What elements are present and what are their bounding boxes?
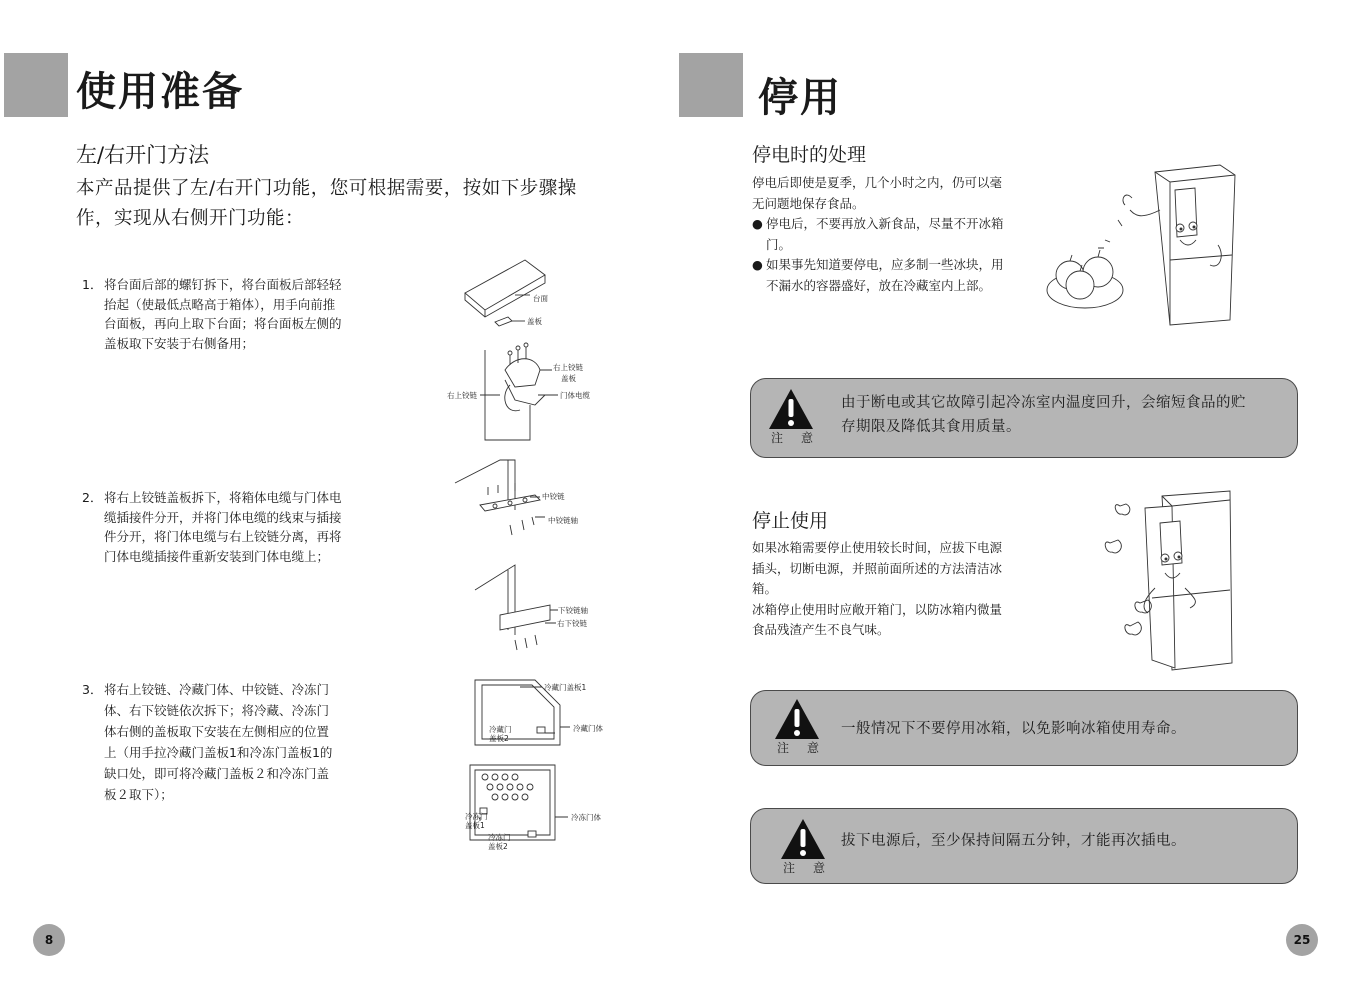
label-fridge-door-cover1: 冷藏门盖板1 (544, 683, 587, 692)
step-2-number: 2． (82, 490, 103, 505)
note-1-line: 由于断电或其它故障引起冷冻室内温度回升，会缩短食品的贮 (841, 395, 1246, 411)
freezer-door-diagram (465, 765, 601, 851)
left-page-number: 8 (33, 924, 65, 956)
label-freezer-door-body: 冷冻门体 (571, 813, 601, 822)
label-countertop: 台面 (533, 294, 548, 303)
door-intro-line-1: 本产品提供了左/右开门功能，您可根据需要，按如下步骤操 (76, 178, 577, 199)
step-2-line: 将右上铰链盖板拆下，将箱体电缆与门体电 (104, 490, 342, 505)
label-freezer-cover2-line1: 冷冻门 (488, 833, 511, 842)
label-freezer-cover2-line2: 盖板2 (488, 842, 508, 851)
right-header-block (679, 53, 743, 117)
lower-hinge-diagram (475, 565, 588, 650)
step-1-line: 抬起（使最低点略高于箱体），用手向前推 (104, 296, 336, 312)
warning-note-3 (750, 808, 1298, 884)
stop-use-line: 箱。 (752, 581, 778, 596)
warning-note-1 (750, 378, 1298, 458)
step-1-line: 台面板，再向上取下台面；将台面板左侧的 (104, 316, 342, 331)
fridge-cartoon-apples (1040, 160, 1240, 330)
note-1-text (841, 391, 1246, 439)
warning-icon (767, 387, 815, 431)
step-3-line: 上（用手拉冷藏门盖板1和冷冻门盖板1的 (104, 745, 333, 760)
step-3-line: 体、右下铰链依次拆下；将冷藏、冷冻门 (104, 703, 330, 718)
stop-use-body (752, 538, 1042, 641)
step-1-number: 1． (82, 277, 103, 292)
countertop-diagram (465, 260, 548, 326)
step-3-line: 板２取下）； (104, 787, 173, 802)
label-hinge-cover-2: 盖板 (561, 374, 576, 383)
door-reversal-diagrams (440, 255, 640, 855)
label-freezer-cover1-line1: 冷冻门 (465, 812, 488, 821)
door-intro-line-2: 作，实现从右侧开门功能： (76, 208, 305, 229)
label-right-lower-hinge: 右下铰链 (557, 619, 587, 628)
power-outage-bullet-cont: 不漏水的容器盛好，放在冷藏室内上部。 (766, 277, 992, 293)
stop-use-line: 冰箱停止使用时应敞开箱门，以防冰箱内微量 (752, 601, 1003, 617)
middle-hinge-diagram (455, 460, 578, 535)
power-outage-bullet-cont: 门。 (766, 236, 792, 252)
note-2-line: 一般情况下不要停用冰箱，以免影响冰箱使用寿命。 (841, 721, 1186, 737)
label-lower-hinge-shaft: 下铰链轴 (558, 606, 588, 615)
label-fridge-door-cover2-line1: 冷藏门 (489, 725, 512, 734)
label-right-upper-hinge: 右上铰链 (447, 391, 477, 400)
label-door-cable: 门体电缆 (560, 391, 590, 400)
stop-use-line: 如果冰箱需要停止使用较长时间，应拔下电源 (752, 540, 1003, 555)
stop-use-line: 插头，切断电源，并照前面所述的方法清洁冰 (752, 560, 1003, 576)
label-fridge-door-body: 冷藏门体 (573, 724, 603, 733)
power-outage-line: 停电后即使是夏季，几个小时之内，仍可以毫 (752, 175, 1003, 190)
note-2-text (841, 717, 1186, 741)
bullet-dot: ● (752, 216, 763, 231)
stop-use-title: 停止使用 (752, 510, 829, 532)
left-page-title: 使用准备 (76, 69, 244, 115)
warning-icon (779, 817, 827, 861)
step-3 (82, 679, 382, 805)
step-2-line: 缆插接件分开，并将门体电缆的线束与插接 (104, 509, 342, 525)
warning-label: 注意 (771, 431, 832, 445)
step-2-line: 门体电缆插接件重新安装到门体电缆上； (104, 548, 330, 564)
step-1-line: 盖板取下安装于右侧备用； (104, 335, 255, 351)
power-outage-title: 停电时的处理 (752, 144, 867, 166)
step-1 (82, 275, 382, 353)
door-section-title: 左/右开门方法 (76, 143, 210, 167)
warning-label: 注意 (777, 741, 838, 755)
fridge-cartoon-open-door (1100, 488, 1240, 673)
step-2 (82, 488, 382, 566)
warning-note-2 (750, 690, 1298, 766)
step-3-number: 3． (82, 682, 103, 697)
label-middle-hinge-shaft: 中铰链轴 (548, 516, 578, 525)
label-hinge-cover-1: 右上铰链 (553, 363, 583, 372)
note-1-line: 存期限及降低其食用质量。 (841, 419, 1021, 435)
warning-label: 注意 (783, 861, 844, 875)
fridge-door-diagram (475, 680, 603, 745)
warning-icon (773, 697, 821, 741)
label-cover-plate: 盖板 (527, 317, 542, 326)
step-3-line: 缺口处，即可将冷藏门盖板２和冷冻门盖 (104, 766, 330, 781)
upper-hinge-diagram (447, 343, 590, 440)
step-1-line: 将台面后部的螺钉拆下，将台面板后部轻轻 (104, 277, 342, 292)
bullet-dot: ● (752, 257, 763, 272)
right-page-number: 25 (1286, 924, 1318, 956)
power-outage-bullet: ● 停电后，不要再放入新食品，尽量不开冰箱 (752, 214, 1042, 235)
power-outage-body (752, 173, 1042, 296)
left-header-block (4, 53, 68, 117)
power-outage-line: 无问题地保存食品。 (752, 195, 865, 211)
step-3-line: 体右侧的盖板取下安装在左侧相应的位置 (104, 724, 330, 739)
note-3-line: 拔下电源后，至少保持间隔五分钟，才能再次插电。 (841, 833, 1186, 849)
right-page-title: 停用 (758, 75, 842, 121)
power-outage-bullet: ● 如果事先知道要停电，应多制一些冰块，用 (752, 255, 1042, 276)
step-3-line: 将右上铰链、冷藏门体、中铰链、冷冻门 (104, 682, 330, 697)
note-3-text (841, 829, 1186, 853)
label-fridge-door-cover2-line2: 盖板2 (489, 734, 509, 743)
step-2-line: 件分开，将门体电缆与右上铰链分离，再将 (104, 529, 342, 544)
label-freezer-cover1-line2: 盖板1 (465, 821, 485, 830)
stop-use-line: 食品残渣产生不良气味。 (752, 622, 890, 637)
label-middle-hinge: 中铰链 (542, 492, 565, 501)
